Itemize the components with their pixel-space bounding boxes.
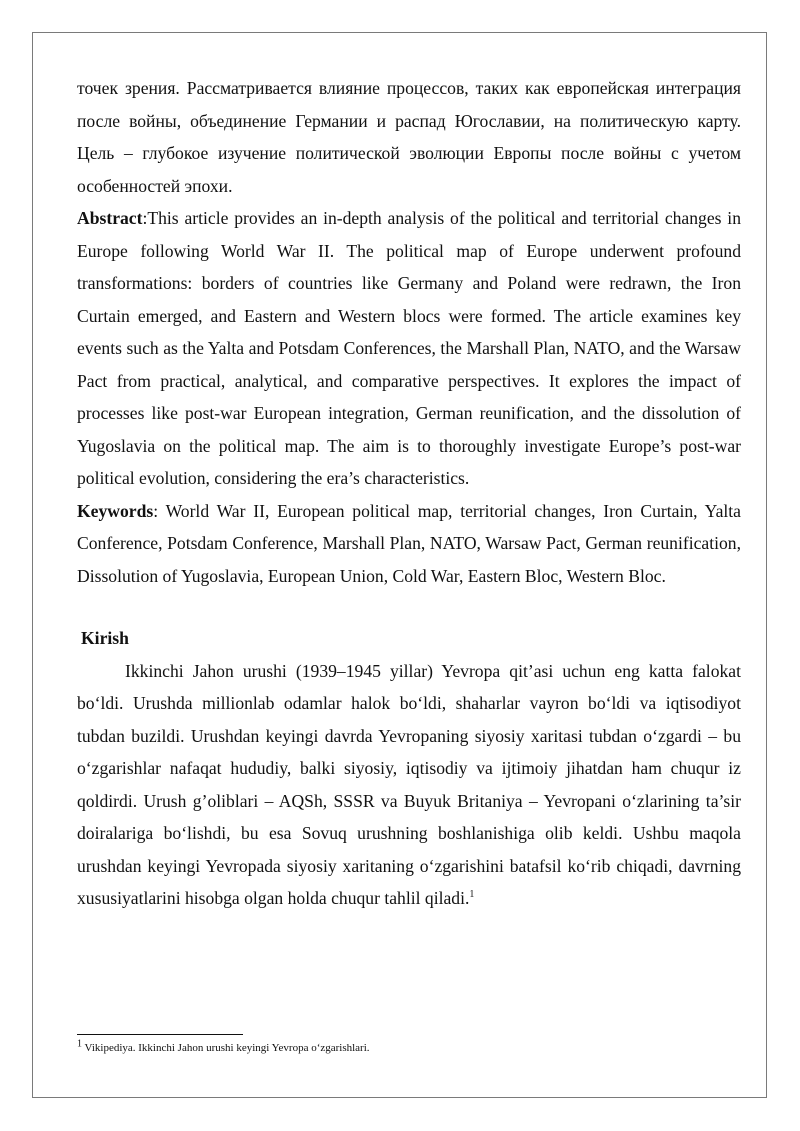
- introduction-text: Ikkinchi Jahon urushi (1939–1945 yillar) Yevropa qit’asi uchun eng katta falokat bo‘ldi. Urushda millionlab odamlar halok bo‘ldi, shaharlar vayron bo‘ldi va iqtisodiyot tubdan buzildi. Urushdan keyingi davrda Yevropaning siyosiy xaritasi tubdan o‘zgardi – bu o‘zgarishlar nafaqat hududiy, balki siyosiy, iqtisodiy va ijtimoiy jihatdan ham chuqur iz qoldirdi. Urush g’oliblari – AQSh, SSSR va Buyuk Britaniya – Yevropani o‘zlarining ta’sir doiralariga bo‘lishdi, bu esa Sovuq urushning boshlanishiga olib keldi. Ushbu maqola urushdan keyingi Yevropada siyosiy xaritaning o‘zgarishini batafsil ko‘rib chiqadi, davrning xususiyatlarini hisobga olgan holda chuqur tahlil qiladi.: [77, 660, 741, 908]
- keywords-text: : World War II, European political map, territorial changes, Iron Curtain, Yalta Conference, Potsdam Conference, Marshall Plan, NATO, Warsaw Pact, German reunification, Dissolution of Yugoslavia, European Union, Cold War, Eastern Bloc, Western Bloc.: [77, 500, 741, 586]
- abstract-text: :This article provides an in-depth analysis of the political and territorial changes in Europe following World War II. The political map of Europe underwent profound transformations: borders of countries like Germany and Poland were redrawn, the Iron Curtain emerged, and Eastern and Western blocs were formed. The article examines key events such as the Yalta and Potsdam Conferences, the Marshall Plan, NATO, and the Warsaw Pact from practical, analytical, and comparative perspectives. It explores the impact of processes like post-war European integration, German reunification, and the dissolution of Yugoslavia on the political map. The aim is to thoroughly investigate Europe’s post-war political evolution, considering the era’s characteristics.: [77, 208, 741, 488]
- section-heading-kirish: Kirish: [81, 628, 129, 648]
- footnote-number: 1: [77, 1038, 82, 1050]
- introduction-paragraph: [77, 655, 741, 915]
- document-body: [77, 72, 741, 915]
- section-gap: [77, 592, 741, 622]
- footnote-text: Vikipediya. Ikkinchi Jahon urushi keyingi Yevropa o‘zgarishlari.: [82, 1042, 370, 1054]
- footnote-reference[interactable]: 1: [469, 889, 475, 901]
- footnote-separator: [77, 1034, 243, 1035]
- russian-abstract-continuation: точек зрения. Рассматривается влияние процессов, таких как европейская интеграция после войны, объединение Германии и распад Югославии, на политическую карту. Цель – глубокое изучение политической эволюции Европы после войны с учетом особенностей эпохи.: [77, 78, 741, 196]
- keywords-paragraph: [77, 495, 741, 593]
- abstract-paragraph: [77, 202, 741, 495]
- abstract-label: Abstract: [77, 208, 143, 228]
- footnote: [77, 1038, 741, 1055]
- keywords-label: Keywords: [77, 500, 154, 521]
